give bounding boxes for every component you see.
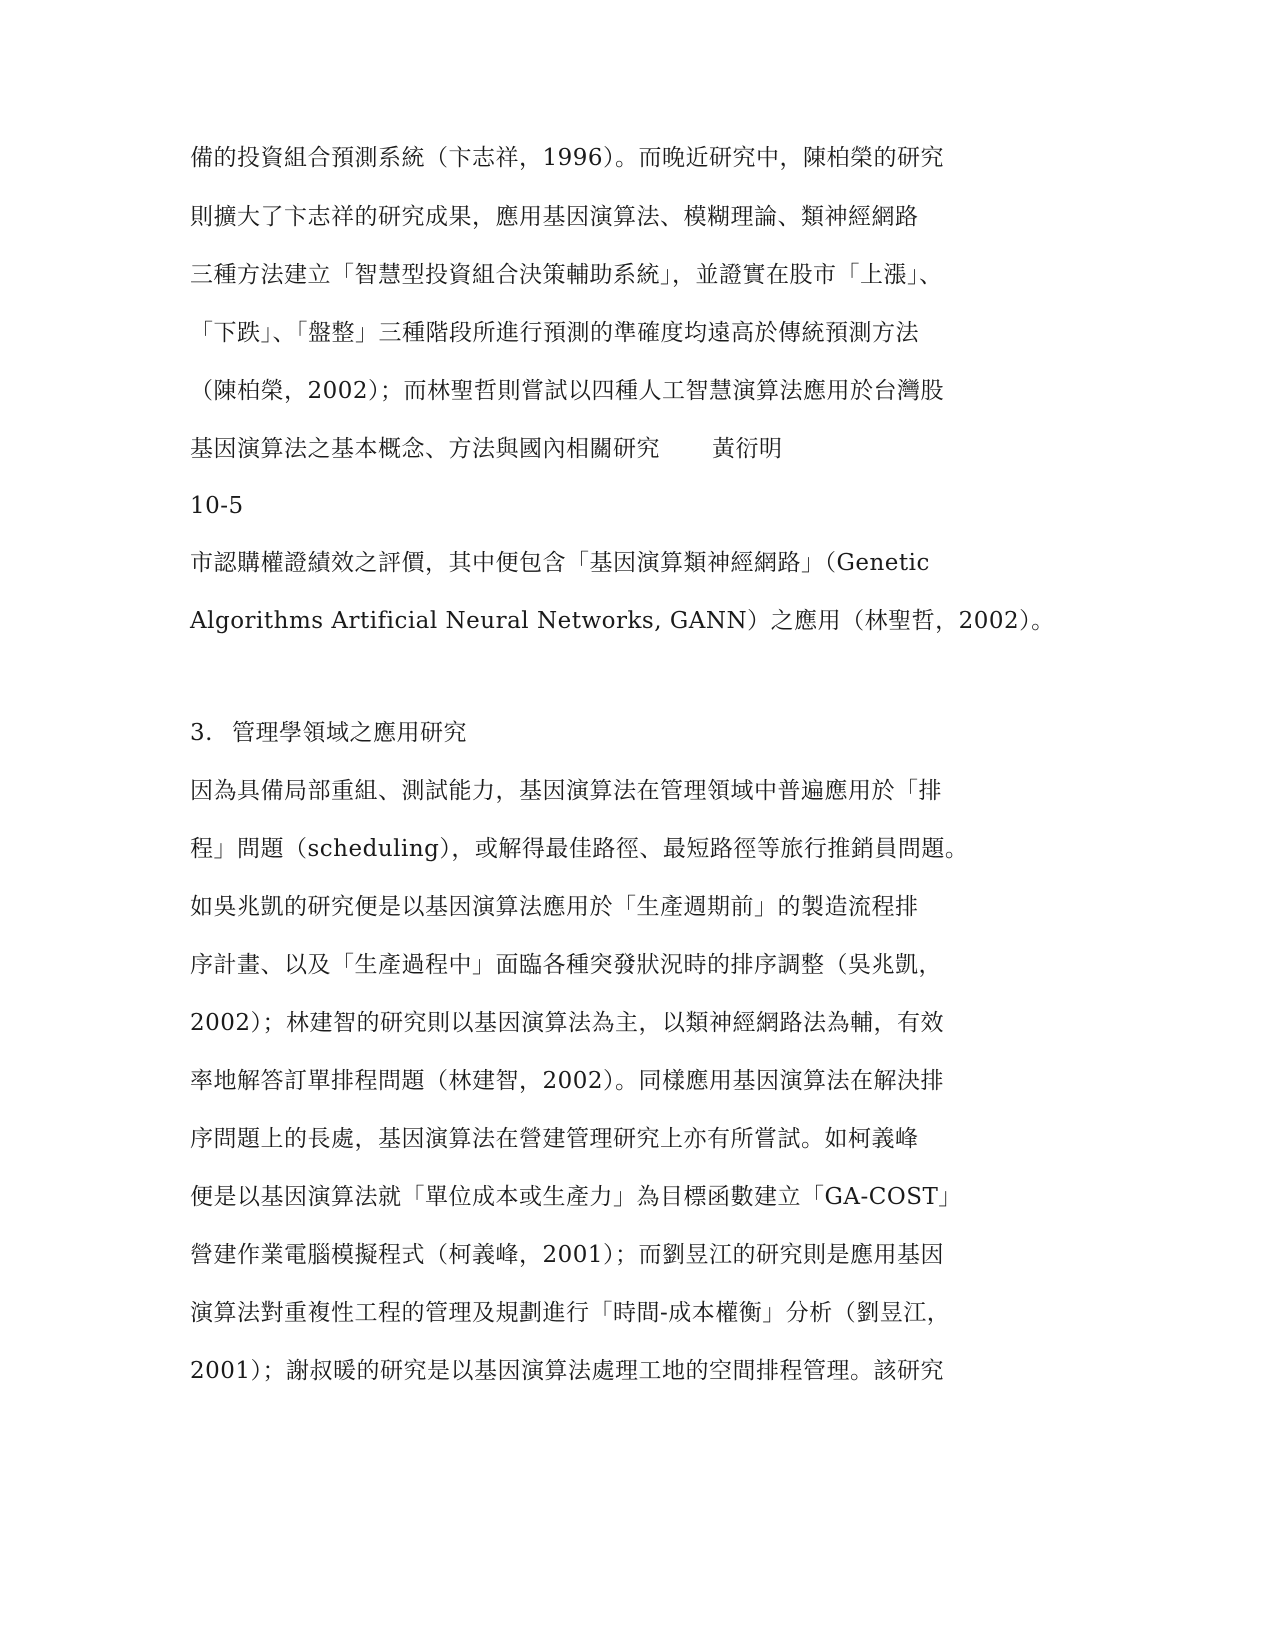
text-line: Algorithms Artificial Neural Networks, GANN）之應用（林聖哲，2002）。 xyxy=(190,608,1055,634)
text-line: 營建作業電腦模擬程式（柯義峰，2001）；而劉昱江的研究則是應用基因 xyxy=(190,1242,945,1268)
text-line: 2002）；林建智的研究則以基因演算法為主，以類神經網路法為輔，有效 xyxy=(190,1010,945,1036)
running-header xyxy=(190,434,783,464)
section-number: 3. xyxy=(190,720,213,746)
section-heading xyxy=(190,718,467,748)
running-header-author: 黃衍明 xyxy=(712,436,783,462)
running-header-title: 基因演算法之基本概念、方法與國內相關研究 xyxy=(190,436,660,462)
text-line: 市認購權證績效之評價，其中便包含「基因演算類神經網路」（Genetic xyxy=(190,550,930,576)
page-number: 10-5 xyxy=(190,493,244,519)
text-line: 演算法對重複性工程的管理及規劃進行「時間-成本權衡」分析（劉昱江， xyxy=(190,1300,951,1326)
text-line: 則擴大了卞志祥的研究成果，應用基因演算法、模糊理論、類神經網路 xyxy=(190,204,919,230)
text-line: 因為具備局部重組、測試能力，基因演算法在管理領域中普遍應用於「排 xyxy=(190,778,942,804)
text-line: 序問題上的長處，基因演算法在營建管理研究上亦有所嘗試。如柯義峰 xyxy=(190,1126,919,1152)
text-line: 三種方法建立「智慧型投資組合決策輔助系統」，並證實在股市「上漲」、 xyxy=(190,262,943,288)
text-line: 如吳兆凱的研究便是以基因演算法應用於「生產週期前」的製造流程排 xyxy=(190,894,919,920)
text-line: 率地解答訂單排程問題（林建智，2002）。同樣應用基因演算法在解決排 xyxy=(190,1068,945,1094)
text-line: 2001）；謝叔暖的研究是以基因演算法處理工地的空間排程管理。該研究 xyxy=(190,1358,945,1384)
text-line: （陳柏榮，2002）；而林聖哲則嘗試以四種人工智慧演算法應用於台灣股 xyxy=(190,378,945,404)
text-line: 「下跌」、「盤整」三種階段所進行預測的準確度均遠高於傳統預測方法 xyxy=(190,320,919,346)
text-line: 序計畫、以及「生產過程中」面臨各種突發狀況時的排序調整（吳兆凱， xyxy=(190,952,942,978)
text-line: 備的投資組合預測系統（卞志祥，1996）。而晚近研究中，陳柏榮的研究 xyxy=(190,145,945,171)
text-line: 程」問題（scheduling），或解得最佳路徑、最短路徑等旅行推銷員問題。 xyxy=(190,836,969,862)
text-line: 便是以基因演算法就「單位成本或生產力」為目標函數建立「GA-COST」 xyxy=(190,1184,962,1210)
section-title: 管理學領域之應用研究 xyxy=(232,720,467,746)
